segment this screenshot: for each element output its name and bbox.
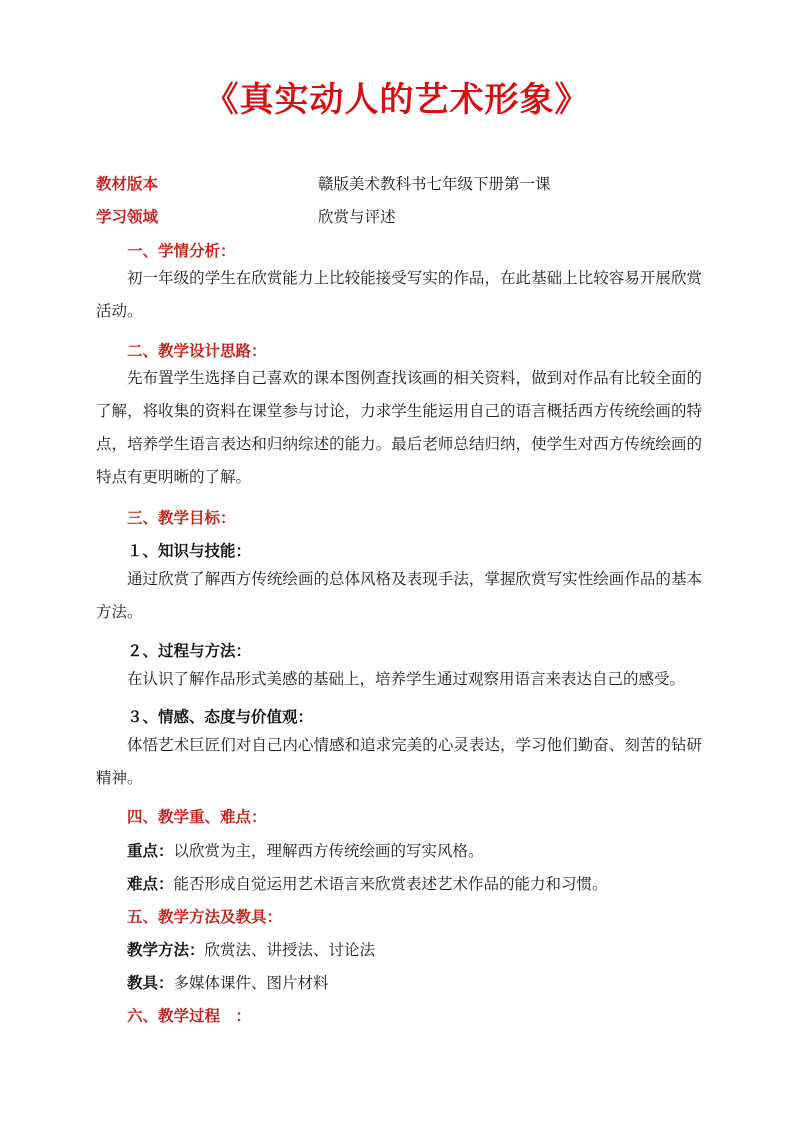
section-5-method-row bbox=[127, 939, 737, 961]
section-5-tools-row bbox=[127, 972, 737, 994]
section-3-heading: 三、教学目标： bbox=[127, 509, 236, 527]
method-label: 教学方法： bbox=[127, 941, 205, 959]
difficulty-text: 能否形成自觉运用艺术语言来欣赏表述艺术作品的能力和习惯。 bbox=[173, 875, 608, 893]
textbook-value: 赣版美术教科书七年级下册第一课 bbox=[318, 175, 551, 193]
document-title: 《真实动人的艺术形象》 bbox=[204, 80, 590, 120]
section-3-2-heading: ２、过程与方法： bbox=[127, 642, 252, 660]
section-3-2-text: 在认识了解作品形式美感的基础上，培养学生通过观察用语言来表达自己的感受。 bbox=[127, 670, 686, 688]
field-label: 学习领域 bbox=[96, 208, 159, 226]
meta-textbook-row bbox=[96, 173, 706, 195]
section-6-heading: 六、教学过程 ： bbox=[127, 1007, 252, 1025]
textbook-label: 教材版本 bbox=[96, 175, 159, 193]
section-3-3-text: 体悟艺术巨匠们对自己内心情感和追求完美的心灵表达，学习他们勤奋、刻苦的钻研精神。 bbox=[96, 736, 702, 787]
section-5-heading: 五、教学方法及教具： bbox=[127, 908, 283, 926]
difficulty-label: 难点： bbox=[127, 875, 174, 893]
section-1-text: 初一年级的学生在欣赏能力上比较能接受写实的作品，在此基础上比较容易开展欣赏活动。 bbox=[96, 269, 702, 320]
section-4-key-row bbox=[127, 840, 737, 862]
tools-label: 教具： bbox=[127, 974, 174, 992]
section-4-heading: 四、教学重、难点： bbox=[127, 808, 267, 826]
section-3-1-heading: １、知识与技能： bbox=[127, 542, 252, 560]
section-1-heading: 一、学情分析： bbox=[127, 242, 236, 260]
section-4-diff-row bbox=[127, 873, 737, 895]
key-point-label: 重点： bbox=[127, 842, 174, 860]
section-2-text: 先布置学生选择自己喜欢的课本图例查找该画的相关资料，做到对作品有比较全面的了解，将收集的资料在课堂参与讨论，力求学生能运用自己的语言概括西方传统绘画的特点，培养学生语言表达和归纳综述的能力。最后老师总结归纳，使学生对西方传统绘画的特点有更明晰的了解。 bbox=[96, 369, 702, 486]
section-3-1-text: 通过欣赏了解西方传统绘画的总体风格及表现手法，掌握欣赏写实性绘画作品的基本方法。 bbox=[96, 570, 702, 621]
key-point-text: 以欣赏为主，理解西方传统绘画的写实风格。 bbox=[173, 842, 484, 860]
method-text: 欣赏法、讲授法、讨论法 bbox=[204, 941, 376, 959]
section-2-heading: 二、教学设计思路： bbox=[127, 342, 267, 360]
meta-field-row bbox=[96, 206, 706, 228]
field-value: 欣赏与评述 bbox=[318, 208, 396, 226]
tools-text: 多媒体课件、图片材料 bbox=[173, 974, 329, 992]
section-3-3-heading: ３、情感、态度与价值观： bbox=[127, 708, 314, 726]
